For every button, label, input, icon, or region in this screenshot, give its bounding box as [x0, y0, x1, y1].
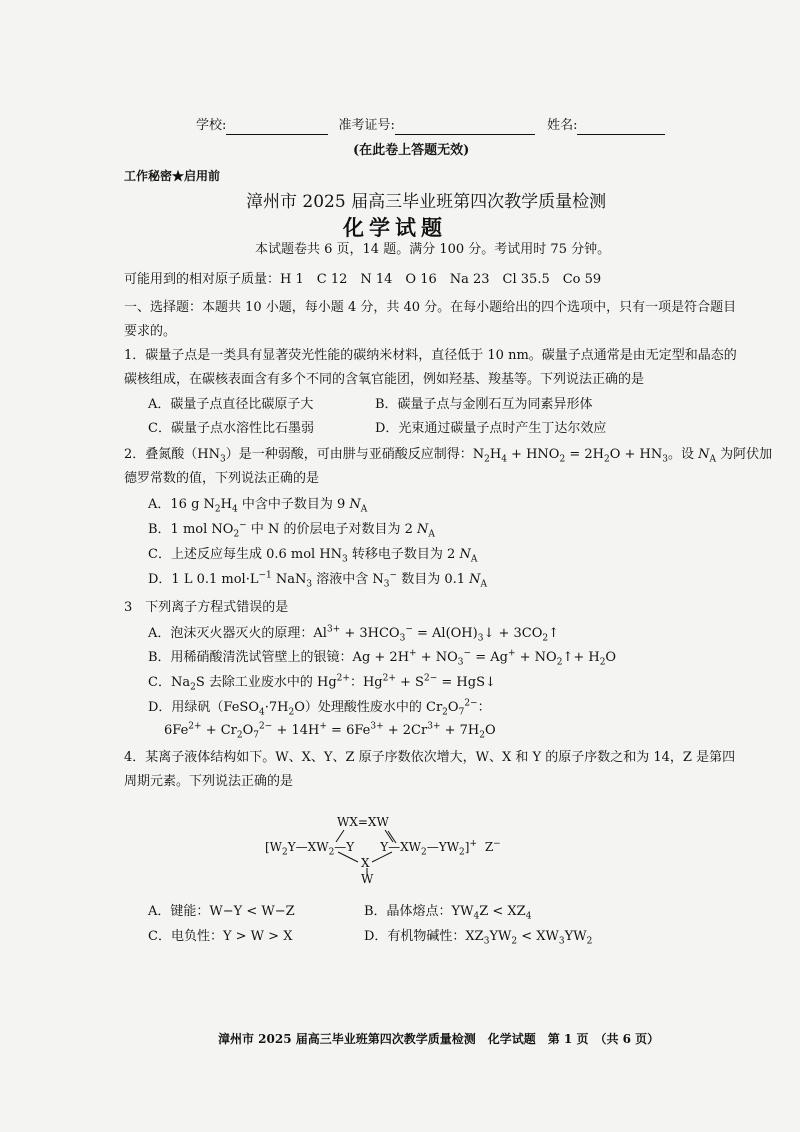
- q2-option-c: C．上述反应每生成 0.6 mol $HN_3$ 转移电子数目为 2 $N_A$: [148, 547, 478, 565]
- q2-stem: 2．叠氮酸$(HN_3)$是一种弱酸，可由肼与亚硝酸反应制得：$N_2H_4 + HNO_2 = 2H_2O + HN_3$。设 $N_A$ 为阿伏加: [124, 447, 773, 465]
- page-footer: 漳州市 2025 届高三毕业班第四次教学质量检测 化学试题 第 1 页 （共 6 页）: [218, 1032, 660, 1046]
- q3-option-b: B．用稀硝酸清洗试管壁上的银镜：$Ag + 2H^+ + NO_3^- = Ag^+$ + $NO_2↑+ H_2O$: [148, 648, 617, 668]
- q3-option-d-equation: $6Fe^{2+} + Cr_2O_7^{2-} + 14H^+ = 6Fe^{3+} + 2Cr^{3+} + 7H_2O$: [164, 721, 496, 741]
- q4-option-b: B．晶体熔点：$YW_4Z < XZ_4$: [364, 904, 532, 922]
- q3-option-c: C．$Na_2S$ 去除工业废水中的 $Hg^{2+}$：$Hg^{2+} + S^{2-}$ = HgS↓: [148, 673, 496, 693]
- q3-option-a: A．泡沫灭火器灭火的原理：$Al^{3+} + 3HCO_3^-$ = $Al(OH)_3↓$ + $3CO_2↑$: [148, 624, 560, 644]
- atomic-masses: 可能用到的相对原子质量：H 1 C 12 N 14 O 16 Na 23 Cl 35.5 Co 59: [124, 272, 602, 287]
- answer-invalid-notice: (在此卷上答题无效): [353, 143, 470, 158]
- q1-option-c: C．碳量子点水溶性比石墨弱: [148, 421, 314, 436]
- q4-stem: 4．某离子液体结构如下。W、X、Y、Z 原子序数依次增大，W、X 和 Y 的原子序数之和为 14，Z 是第四: [124, 750, 736, 765]
- mol-main-chain: [$W_2Y—XW_2—Y$ $Y—XW_2—YW_2]^+$ Z−: [265, 839, 501, 858]
- q2-option-a: A．16 g $N_2H_4$ 中含中子数目为 9 $N_A$: [148, 497, 368, 515]
- q1-option-d: D．光束通过碳量子点时产生丁达尔效应: [375, 421, 607, 436]
- q1-stem-cont: 碳核组成，在碳核表面含有多个不同的含氧官能团，例如羟基、羧基等。下列说法正确的是: [124, 372, 645, 387]
- name-label: 姓名:: [547, 118, 578, 133]
- exam-id-field[interactable]: [395, 120, 535, 135]
- section1-instruction-cont: 要求的。: [124, 324, 177, 339]
- q1-option-b: B．碳量子点与金刚石互为同素异形体: [375, 397, 593, 412]
- q2-stem-cont: 德罗常数的值，下列说法正确的是: [124, 471, 320, 486]
- section1-instruction: 一、选择题：本题共 10 小题，每小题 4 分，共 40 分。在每小题给出的四个选项中，只有一项是符合题目: [124, 300, 737, 315]
- mol-ring-w: W: [361, 872, 374, 886]
- q1-stem: 1．碳量子点是一类具有显著荧光性能的碳纳米材料，直径低于 10 nm。碳量子点通常是由无定型和晶态的: [124, 348, 737, 363]
- q4-stem-cont: 周期元素。下列说法正确的是: [124, 774, 294, 789]
- q3-option-d: D．用绿矾$(FeSO_4\cdot 7H_2O)$处理酸性废水中的 $Cr_2O_7^{2-}$：: [148, 698, 491, 718]
- q2-option-d: D．1 L 0.1 $mol\cdot L^{-1}$ NaN$_3$ 溶液中含 $N_3^-$ 数目为 0.1 $N_A$: [148, 570, 488, 590]
- school-label: 学校:: [196, 118, 227, 133]
- header-fields: [196, 117, 665, 135]
- q4-option-d: D．有机物碱性：$XZ_3YW_2 < XW_3YW_2$: [364, 929, 593, 947]
- q4-option-a: A．键能：W−Y < W−Z: [148, 904, 295, 919]
- exam-info: 本试题卷共 6 页，14 题。满分 100 分。考试用时 75 分钟。: [255, 242, 611, 257]
- school-field[interactable]: [226, 120, 328, 135]
- q4-option-c: C．电负性：Y > W > X: [148, 929, 293, 944]
- mol-ring-x: X: [361, 856, 370, 870]
- name-field[interactable]: [577, 120, 665, 135]
- exam-id-label: 准考证号:: [338, 118, 395, 133]
- subject-title: 化学试题: [343, 215, 447, 240]
- q3-stem: 3 下列离子方程式错误的是: [124, 600, 289, 615]
- mol-ring-top: WX=XW: [337, 815, 389, 829]
- secret-mark: 工作秘密★启用前: [124, 169, 221, 183]
- exam-title: 漳州市 2025 届高三毕业班第四次教学质量检测: [246, 192, 607, 212]
- q1-option-a: A．碳量子点直径比碳原子大: [148, 397, 314, 412]
- q2-option-b: B．1 mol $NO_2^-$ 中 N 的价层电子对数目为 2 $N_A$: [148, 520, 435, 540]
